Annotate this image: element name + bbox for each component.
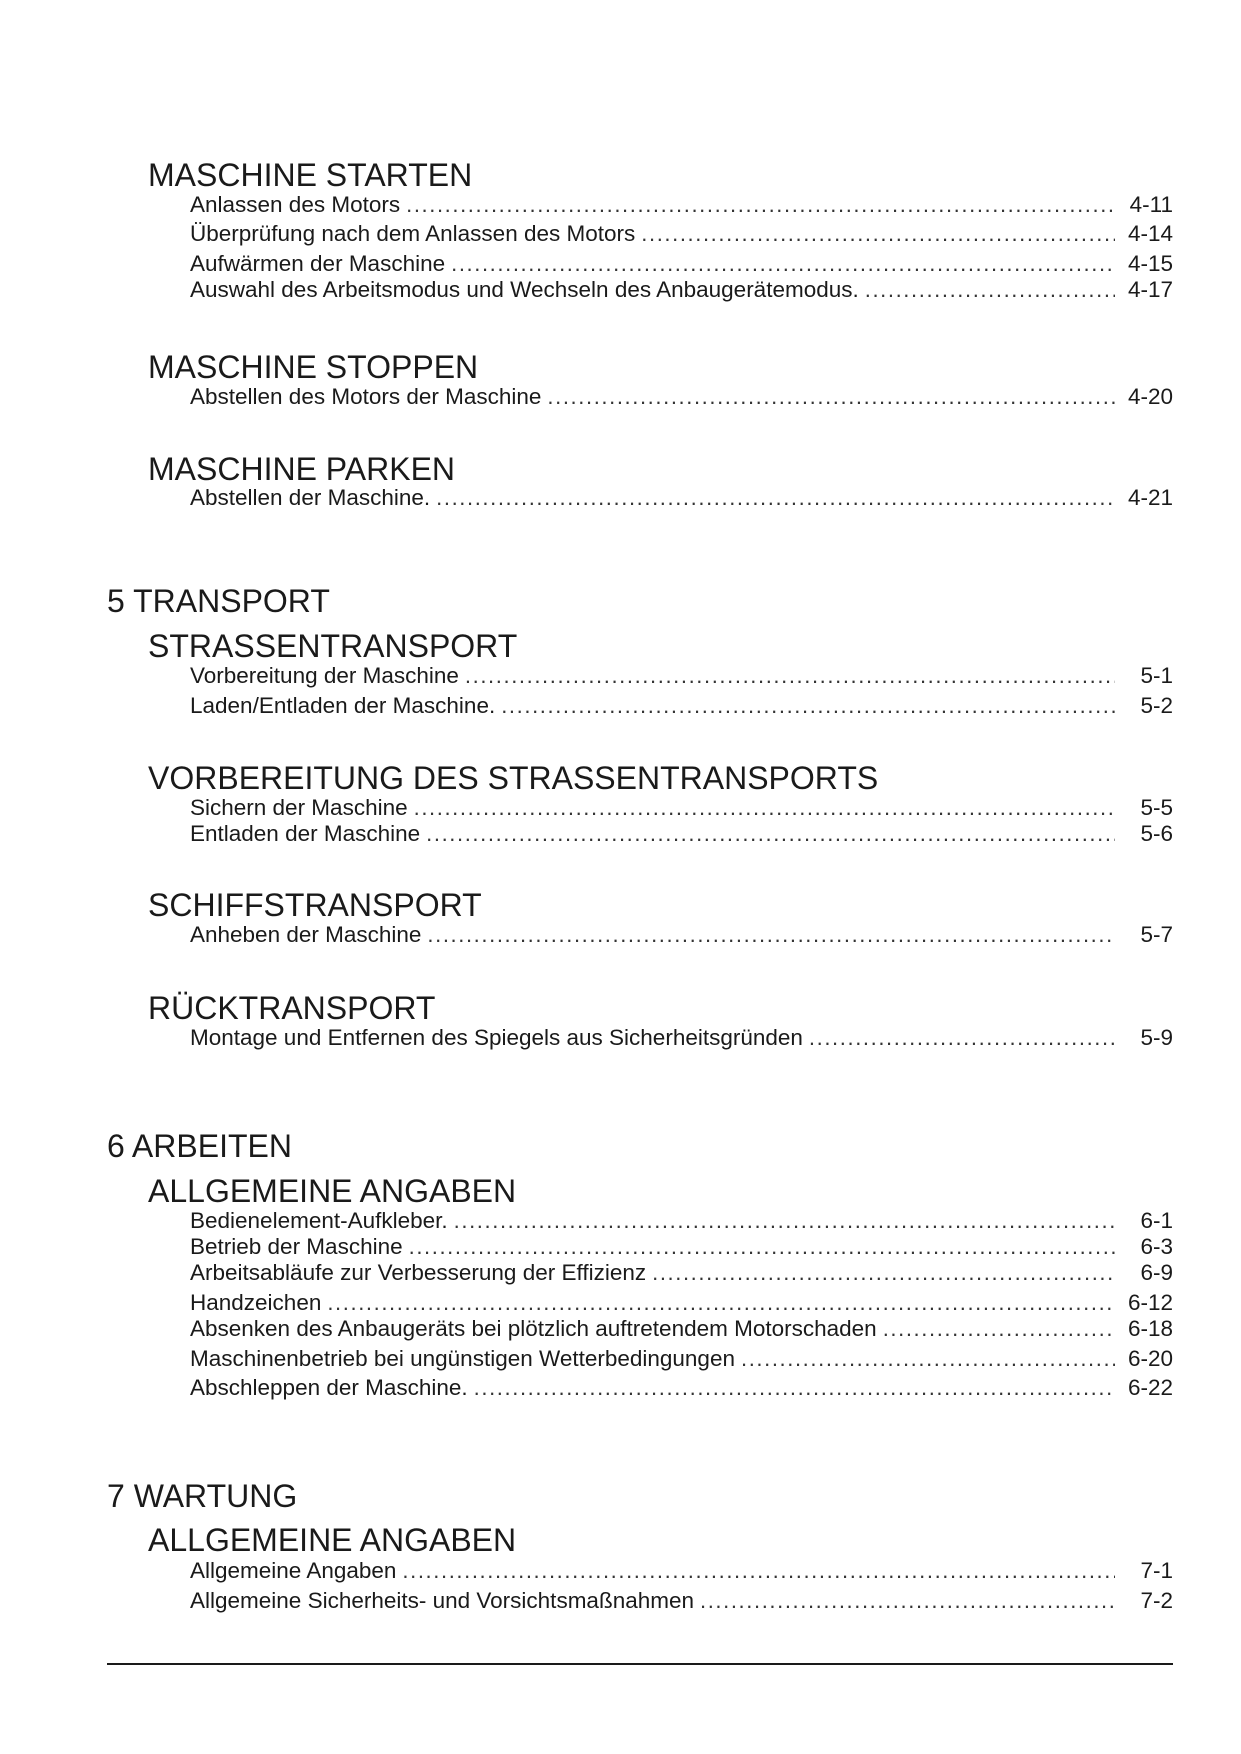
dot-leader [426,821,1115,847]
toc-entry[interactable] [190,1234,1173,1260]
toc-entry-page: 5-9 [1140,1025,1173,1050]
toc-entry-page: 4-14 [1127,221,1173,246]
toc-entry-page: 7-1 [1140,1558,1173,1583]
toc-entry[interactable] [190,192,1173,218]
toc-entry-label: Anheben der Maschine [190,922,422,947]
toc-entry[interactable] [190,277,1173,303]
toc-entry-label: Anlassen des Motors [190,192,401,217]
toc-entry-page: 5-6 [1140,821,1173,846]
toc-entry[interactable] [190,1316,1173,1342]
toc-entry-page: 6-1 [1140,1208,1173,1233]
dot-leader [883,1316,1115,1342]
toc-entry[interactable] [190,485,1173,511]
dot-leader [465,663,1115,689]
toc-entry-label: Allgemeine Angaben [190,1558,397,1583]
toc-entry-label: Maschinenbetrieb bei ungünstigen Wetterbedingungen [190,1346,735,1371]
toc-entry-label: Allgemeine Sicherheits- und Vorsichtsmaßnahmen [190,1588,694,1613]
toc-entry-label: Abstellen des Motors der Maschine [190,384,542,409]
toc-entry-page: 4-15 [1127,251,1173,276]
toc-entry[interactable] [190,693,1173,719]
toc-entry-page: 5-2 [1140,693,1173,718]
toc-entry[interactable] [190,251,1173,277]
toc-entry-label: Montage und Entfernen des Spiegels aus Sicherheitsgründen [190,1025,803,1050]
toc-entry[interactable] [190,663,1173,689]
dot-leader [409,1234,1115,1260]
toc-entry-page: 7-2 [1140,1588,1173,1613]
section-heading-maschine-parken: MASCHINE PARKEN [148,451,456,487]
toc-entry[interactable] [190,1260,1173,1286]
toc-entry[interactable] [190,1375,1173,1401]
dot-leader [809,1025,1115,1051]
dot-leader [501,693,1115,719]
section-heading-vorbereitung-strassentransport: VORBEREITUNG DES STRASSENTRANSPORTS [148,760,879,796]
toc-entry-label: Handzeichen [190,1290,322,1315]
dot-leader [402,1558,1115,1584]
toc-entry-page: 4-20 [1127,384,1173,409]
section-heading-allgemeine-angaben-7: ALLGEMEINE ANGABEN [148,1522,517,1558]
dot-leader [454,1208,1115,1234]
toc-entry-label: Auswahl des Arbeitsmodus und Wechseln des Anbaugerätemodus. [190,277,859,302]
toc-entry-label: Laden/Entladen der Maschine. [190,693,496,718]
dot-leader [474,1375,1115,1401]
toc-entry[interactable] [190,1290,1173,1316]
chapter-heading-7: 7 WARTUNG [107,1478,298,1514]
toc-entry[interactable] [190,1558,1173,1584]
toc-entry-label: Abstellen der Maschine. [190,485,431,510]
dot-leader [427,922,1115,948]
toc-entry-label: Abschleppen der Maschine. [190,1375,468,1400]
toc-entry-page: 6-22 [1127,1375,1173,1400]
toc-entry-label: Arbeitsabläufe zur Verbesserung der Effizienz [190,1260,647,1285]
toc-entry-page: 4-21 [1127,485,1173,510]
toc-entry-page: 6-12 [1127,1290,1173,1315]
dot-leader [406,192,1115,218]
toc-entry-page: 5-5 [1140,795,1173,820]
toc-entry[interactable] [190,821,1173,847]
toc-entry[interactable] [190,384,1173,410]
dot-leader [436,485,1115,511]
toc-entry-page: 6-18 [1127,1316,1173,1341]
dot-leader [327,1290,1115,1316]
toc-entry-page: 6-3 [1140,1234,1173,1259]
section-heading-ruecktransport: RÜCKTRANSPORT [148,990,436,1026]
section-heading-allgemeine-angaben-6: ALLGEMEINE ANGABEN [148,1173,517,1209]
toc-entry-label: Vorbereitung der Maschine [190,663,459,688]
toc-entry-label: Sichern der Maschine [190,795,408,820]
toc-entry[interactable] [190,922,1173,948]
toc-entry-page: 6-9 [1140,1260,1173,1285]
toc-entry-label: Betrieb der Maschine [190,1234,403,1259]
toc-entry-label: Bedienelement-Aufkleber. [190,1208,448,1233]
toc-entry-page: 4-17 [1127,277,1173,302]
toc-entry[interactable] [190,221,1173,247]
toc-entry-page: 6-20 [1127,1346,1173,1371]
toc-entry-page: 5-7 [1140,922,1173,947]
dot-leader [700,1588,1115,1614]
dot-leader [414,795,1115,821]
toc-entry-page: 5-1 [1140,663,1173,688]
toc-entry-label: Überprüfung nach dem Anlassen des Motors [190,221,636,246]
dot-leader [451,251,1115,277]
section-heading-schiffstransport: SCHIFFSTRANSPORT [148,887,482,923]
footer-divider [107,1663,1173,1665]
toc-entry-page: 4-11 [1129,192,1173,217]
section-heading-maschine-starten: MASCHINE STARTEN [148,157,473,193]
section-heading-maschine-stoppen: MASCHINE STOPPEN [148,349,479,385]
chapter-heading-5: 5 TRANSPORT [107,583,330,619]
toc-entry-label: Absenken des Anbaugeräts bei plötzlich auftretendem Motorschaden [190,1316,877,1341]
dot-leader [865,277,1115,303]
toc-entry[interactable] [190,1208,1173,1234]
toc-entry-label: Entladen der Maschine [190,821,421,846]
section-heading-strassentransport: STRASSENTRANSPORT [148,628,518,664]
dot-leader [741,1346,1115,1372]
toc-entry-label: Aufwärmen der Maschine [190,251,446,276]
toc-entry[interactable] [190,1346,1173,1372]
toc-entry[interactable] [190,1025,1173,1051]
dot-leader [641,221,1115,247]
chapter-heading-6: 6 ARBEITEN [107,1128,292,1164]
toc-entry[interactable] [190,795,1173,821]
dot-leader [652,1260,1115,1286]
toc-entry[interactable] [190,1588,1173,1614]
dot-leader [547,384,1115,410]
